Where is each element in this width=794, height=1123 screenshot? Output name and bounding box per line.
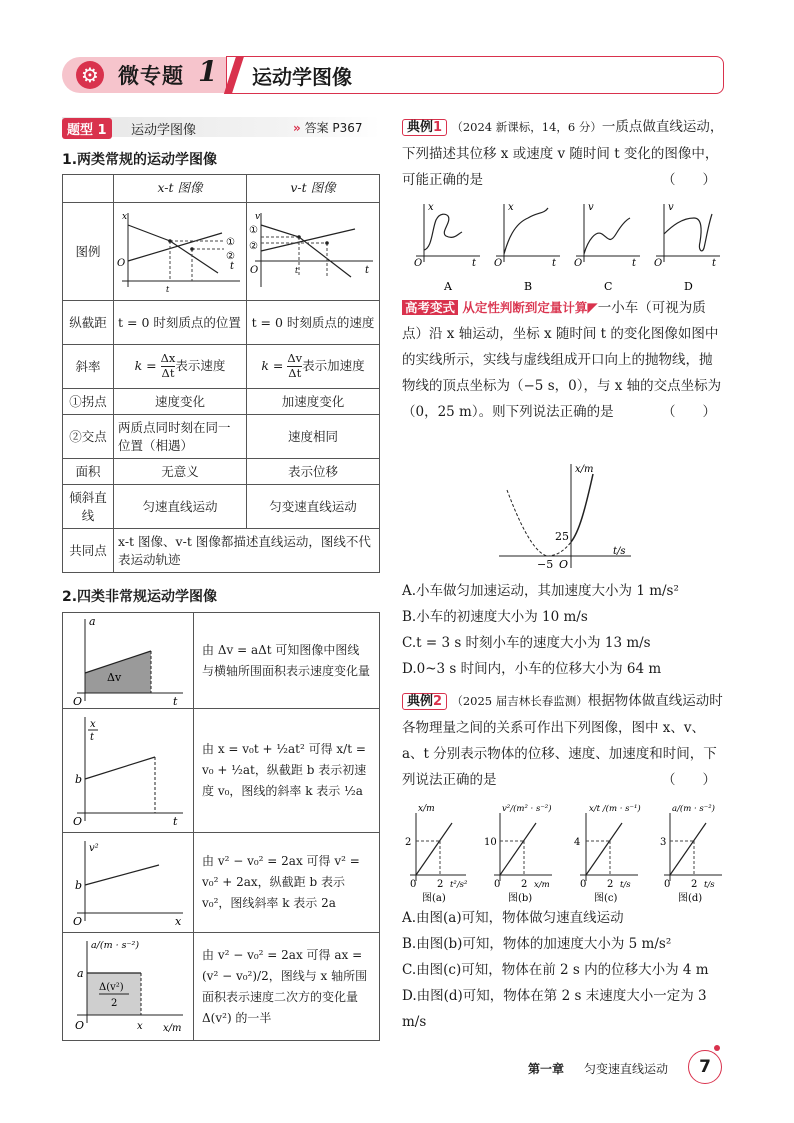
variant-blank: （ ）: [662, 404, 716, 420]
graph-desc: 由 Δv = aΔt 可知图像中图线与横轴所围面积表示速度变化量: [194, 613, 380, 709]
footer-dot: [714, 1045, 720, 1051]
svg-text:x/t /(m · s⁻¹): x/t /(m · s⁻¹): [589, 804, 641, 814]
variant-stem: 一小车（可视为质点）沿 x 轴运动，坐标 x 随时间 t 的变化图像如图中的实线所示，实线与虚线组成开口向上的抛物线，抛物线的顶点坐标为（−5 s，0），与 x 轴的交点坐标为（0，25 m）。则下列说法正确的是: [402, 300, 722, 420]
footer-chapter: 第一章: [528, 1062, 565, 1076]
xt-origin: O: [117, 258, 126, 269]
svg-text:t²/s²: t²/s²: [450, 880, 468, 890]
svg-text:D: D: [684, 280, 693, 293]
vt-t-label: t: [365, 265, 370, 276]
svg-text:v: v: [588, 202, 594, 213]
vt-y-label: v: [255, 212, 261, 222]
regular-graph-table: [62, 174, 380, 573]
svg-text:0: 0: [664, 879, 671, 890]
row-label: ②交点: [63, 415, 114, 459]
svg-text:2: 2: [607, 879, 614, 890]
row-label: 纵截距: [63, 301, 114, 345]
svg-text:图(a): 图(a): [422, 893, 446, 903]
a-x-x-tick: x: [137, 1021, 143, 1032]
variant-graph: [495, 460, 635, 575]
xt-marker-2: ②: [226, 251, 235, 262]
example1-option-b[interactable]: [494, 202, 560, 293]
footer-title: 匀变速直线运动: [584, 1062, 669, 1076]
col-header-vt: v-t 图像: [247, 175, 380, 203]
svg-text:t/s: t/s: [704, 880, 715, 890]
svg-text:图(b): 图(b): [508, 893, 533, 903]
a-t-origin: O: [73, 695, 83, 705]
variant-question: 高考变式 从定性判断到定量计算◤一小车（可视为质点）沿 x 轴运动，坐标 x 随时间 t 的变化图像如图中的实线所示，实线与虚线组成开口向上的抛物线，抛物线的顶点坐标为（−5 s，0），与 x 轴的交点坐标为（0，25 m）。则下列说法正确的是 （ ）: [402, 295, 724, 425]
xt-ratio-x-label: t: [173, 815, 178, 828]
svg-text:t: t: [632, 258, 637, 269]
section2-title: 2.四类非常规运动学图像: [62, 589, 218, 605]
xt-ratio-origin: O: [73, 815, 83, 828]
a-x-x-label: x/m: [163, 1023, 182, 1034]
graph-cell: [63, 933, 194, 1041]
variant-option[interactable]: A.小车做匀加速运动，其加速度大小为 1 m/s²: [402, 583, 679, 599]
cell-vt: 匀变速直线运动: [247, 485, 380, 529]
row-label: 斜率: [63, 345, 114, 389]
variant-origin: O: [559, 558, 569, 571]
a-x-a-label: a: [77, 967, 84, 980]
graph-cell: [63, 613, 194, 709]
cell-xt: t = 0 时刻质点的位置: [114, 301, 247, 345]
a-x-area-den: 2: [111, 998, 118, 1009]
svg-text:2: 2: [437, 879, 444, 890]
example1-option-c[interactable]: [574, 202, 640, 293]
example1-option-a[interactable]: [414, 202, 480, 293]
cell-xt: 无意义: [114, 459, 247, 485]
example2-graph-b: [484, 803, 552, 903]
svg-text:0: 0: [494, 879, 501, 890]
graph-cell: [63, 833, 194, 933]
xt-point-1: [168, 239, 172, 243]
cell-xt: 匀速直线运动: [114, 485, 247, 529]
svg-text:C: C: [604, 280, 613, 293]
example2-option[interactable]: D.由图(d)可知，物体在第 2 s 末速度大小一定为 3 m/s: [402, 988, 707, 1030]
svg-text:0: 0: [410, 879, 417, 890]
col-header-xt: x-t 图像: [114, 175, 247, 203]
header-number: 1: [198, 55, 218, 88]
variant-x-value: −5: [537, 558, 554, 571]
graph-desc: 由 v² − v₀² = 2ax 可得 ax = (v² − v₀²)/2，图线与 x 轴所围面积表示速度二次方的变化量 Δ(v²) 的一半: [194, 933, 380, 1041]
vt-marker-2: ②: [249, 241, 258, 252]
cell-vt-slope: k = $\frac{\Delta v}{\Delta t}$ 表示加速度: [247, 345, 380, 389]
variant-option[interactable]: B.小车的初速度大小为 10 m/s: [402, 609, 588, 625]
answer-page: 答案 P367: [304, 121, 363, 135]
example2-graphs: [402, 803, 724, 903]
v2-x-y-label: v²: [89, 843, 99, 854]
svg-text:a/(m · s⁻²): a/(m · s⁻²): [672, 804, 715, 814]
cell-vt: t = 0 时刻质点的速度: [247, 301, 380, 345]
svg-text:O: O: [574, 258, 583, 269]
svg-text:x/m: x/m: [534, 880, 550, 890]
example2-graph-c: [574, 803, 641, 903]
header-label: 微专题: [118, 64, 184, 88]
svg-text:0: 0: [580, 879, 587, 890]
variant-y-value: 25: [555, 530, 569, 543]
a-t-graph: [63, 613, 191, 705]
vt-graph-cell: [247, 203, 380, 301]
svg-text:x/m: x/m: [418, 804, 435, 814]
svg-text:图(d): 图(d): [678, 893, 703, 903]
graph-desc: 由 v² − v₀² = 2ax 可得 v² = v₀² + 2ax，纵截距 b 表示 v₀²，图线斜率 k 表示 2a: [194, 833, 380, 933]
a-x-area-num: Δ(v²): [99, 982, 124, 993]
vt-marker-1: ①: [249, 225, 258, 236]
variant-solid-curve: [571, 474, 593, 542]
xt-y-label: x: [122, 212, 128, 222]
answer-reference[interactable]: [293, 119, 363, 136]
example1-blank: （ ）: [662, 172, 716, 188]
row-label: 面积: [63, 459, 114, 485]
svg-text:t: t: [712, 258, 717, 269]
example1-question: [402, 114, 724, 193]
v2-x-graph: [63, 833, 191, 929]
variant-badge: 高考变式: [402, 300, 458, 315]
cell-xt: 速度变化: [114, 389, 247, 415]
example2-graph-d: [660, 803, 722, 903]
topic-title: 运动学图像: [131, 123, 197, 138]
example1-badge: 典例1: [402, 119, 447, 136]
svg-text:2: 2: [521, 879, 528, 890]
page-title: 运动学图像: [252, 65, 352, 89]
cell-vt: 速度相同: [247, 415, 380, 459]
a-x-origin: O: [75, 1019, 85, 1032]
variant-options: [402, 578, 724, 682]
example1-options: [402, 200, 724, 295]
graph-cell: [63, 709, 194, 833]
row-label-graph: 图例: [63, 203, 114, 301]
xt-graph: [114, 203, 246, 295]
svg-text:A: A: [444, 280, 452, 293]
xt-ratio-graph: [63, 709, 191, 829]
vt-point-2: [325, 241, 329, 245]
svg-text:v: v: [668, 202, 674, 213]
example2-stem: 根据物体做直线运动时各物理量之间的关系可作出下列图像，图中 x、v、a、t 分别表示物体的位移、速度、加速度和时间，下列说法正确的是: [402, 693, 723, 788]
vt-origin: O: [250, 265, 259, 276]
v2-x-x-label: x: [175, 915, 182, 928]
vt-graph: [247, 203, 379, 295]
xt-line-2: [128, 233, 222, 261]
topic-badge: 题型 1: [62, 118, 112, 139]
double-chevron-icon: »: [293, 121, 301, 135]
example2-option[interactable]: A.由图(a)可知，物体做匀速直线运动: [402, 910, 624, 926]
variant-y-label: x/m: [575, 464, 594, 475]
irregular-graph-table: [62, 612, 380, 1041]
vt-line-2: [261, 229, 355, 251]
svg-text:t: t: [472, 258, 477, 269]
variant-option[interactable]: C.t = 3 s 时刻小车的速度大小为 13 m/s: [402, 635, 651, 651]
v2-x-intercept: b: [75, 879, 83, 892]
svg-text:B: B: [524, 280, 533, 293]
graph-desc: 由 x = v₀t + ½at² 可得 x/t = v₀ + ½at，纵截距 b 表示初速度 v₀，图线的斜率 k 表示 ½a: [194, 709, 380, 833]
a-t-y-label: a: [89, 615, 96, 628]
example2-options: [402, 905, 724, 1035]
example2-option[interactable]: C.由图(c)可知，物体在前 2 s 内的位移大小为 4 m: [402, 962, 709, 978]
svg-text:4: 4: [574, 837, 581, 848]
xt-ratio-y-den: t: [90, 732, 95, 743]
variant-x-label: t/s: [613, 546, 626, 557]
vt-point-1: [297, 235, 301, 239]
svg-text:O: O: [494, 258, 503, 269]
cell-xt: 两质点同时刻在同一位置（相遇）: [114, 415, 247, 459]
xt-t-label: t: [230, 261, 235, 272]
cell-vt: 表示位移: [247, 459, 380, 485]
section1-title: 1.两类常规的运动学图像: [62, 152, 218, 168]
example2-source: （2025 届吉林长春监测）: [451, 694, 588, 708]
xt-ratio-y-num: x: [90, 719, 96, 730]
svg-text:3: 3: [660, 837, 667, 848]
table-corner: [63, 175, 114, 203]
xt-graph-cell: [114, 203, 247, 301]
page-number: 7: [688, 1050, 722, 1084]
example2-question: [402, 688, 724, 793]
a-t-area-label: Δv: [107, 671, 122, 684]
a-x-y-label: a/(m · s⁻²): [91, 940, 140, 951]
cell-merged: x-t 图像、v-t 图像都描述直线运动，图线不代表运动轨迹: [114, 529, 380, 573]
svg-text:10: 10: [484, 837, 497, 848]
a-t-x-label: t: [173, 695, 178, 705]
variant-option[interactable]: D.0~3 s 时间内，小车的位移大小为 64 m: [402, 661, 662, 677]
svg-text:x: x: [508, 202, 514, 213]
svg-text:v²/(m² · s⁻²): v²/(m² · s⁻²): [502, 804, 552, 814]
xt-ratio-line: [85, 757, 155, 779]
svg-text:图(c): 图(c): [594, 893, 618, 903]
variant-dashed-curve-2: [547, 542, 571, 556]
vt-t0-label: t: [295, 266, 299, 275]
example1-stem: 一质点做直线运动，下列描述其位移 x 或速度 v 随时间 t 变化的图像中，可能正确的是: [402, 119, 724, 188]
gear-icon: ⚙: [76, 61, 104, 89]
example2-graph-a: [405, 804, 468, 903]
svg-text:x: x: [428, 202, 434, 213]
xt-ratio-intercept: b: [75, 773, 83, 786]
v2-x-origin: O: [73, 915, 83, 928]
variant-dashed-curve: [507, 490, 547, 556]
example1-option-d[interactable]: [654, 202, 720, 293]
row-label: ①拐点: [63, 389, 114, 415]
row-label: 共同点: [63, 529, 114, 573]
row-label: 倾斜直线: [63, 485, 114, 529]
variant-tag: 从定性判断到定量计算: [462, 300, 588, 315]
svg-text:2: 2: [405, 837, 412, 848]
svg-text:t/s: t/s: [620, 880, 631, 890]
svg-text:O: O: [654, 258, 663, 269]
svg-text:t: t: [552, 258, 557, 269]
cell-xt-slope: k = $\frac{\Delta x}{\Delta t}$ 表示速度: [114, 345, 247, 389]
a-x-graph: [63, 933, 191, 1037]
xt-marker-1: ①: [226, 237, 235, 248]
example1-source: （2024 新课标，14，6 分）: [451, 120, 602, 134]
v2-x-line: [85, 865, 159, 885]
example2-blank: （ ）: [662, 772, 716, 788]
xt-t0-label: t: [166, 285, 170, 294]
xt-point-2: [190, 247, 194, 251]
example2-badge: 典例2: [402, 693, 447, 710]
cell-vt: 加速度变化: [247, 389, 380, 415]
example2-option[interactable]: B.由图(b)可知，物体的加速度大小为 5 m/s²: [402, 936, 672, 952]
svg-text:O: O: [414, 258, 423, 269]
svg-text:2: 2: [691, 879, 698, 890]
